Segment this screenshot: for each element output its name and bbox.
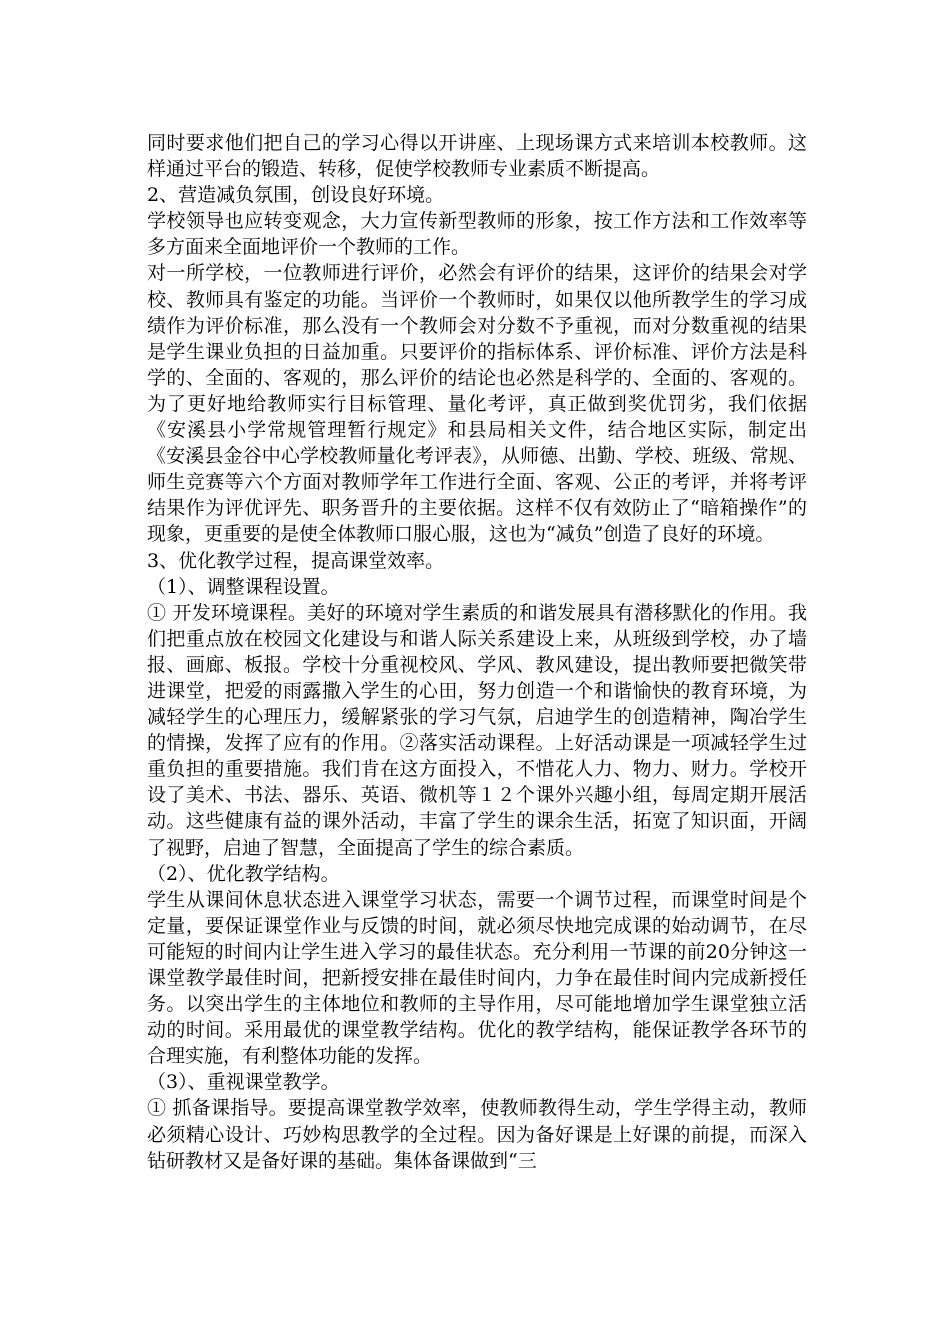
paragraph-teacher-training-continued: 同时要求他们把自己的学习心得以开讲座、上现场课方式来培训本校教师。这样通过平台的锻造、转移，促使学校教师专业素质不断提高。 bbox=[147, 132, 807, 181]
heading-optimize-teaching-process: 3、优化教学过程，提高课堂效率。 bbox=[147, 549, 445, 572]
subheading-classroom-teaching: （3）、重视课堂教学。 bbox=[147, 1071, 340, 1094]
paragraph-leadership-concept: 学校领导也应转变观念，大力宣传新型教师的形象，按工作方法和工作效率等多方面来全面地评价一个教师的工作。 bbox=[147, 210, 807, 259]
heading-reduce-burden-atmosphere: 2、营造减负氛围，创设良好环境。 bbox=[147, 184, 445, 207]
subheading-adjust-curriculum: （1）、调整课程设置。 bbox=[147, 575, 340, 598]
paragraph-classroom-structure: 学生从课间休息状态进入课堂学习状态，需要一个调节过程，而课堂时间是个定量，要保证课堂作业与反馈的时间，就必须尽快地完成课的始动调节，在尽可能短的时间内让学生进入学习的最佳状态。充分利用一节课的前20分钟这一课堂教学最佳时间，把新授安排在最佳时间内，力争在最佳时间内完成新授任务。以突出学生的主体地位和教师的主导作用，尽可能地增加学生课堂独立活动的时间。采用最优的课堂教学结构。优化的教学结构，能保证教学各环节的合理实施，有利整体功能的发挥。 bbox=[147, 888, 807, 1068]
paragraph-teacher-evaluation: 对一所学校，一位教师进行评价，必然会有评价的结果，这评价的结果会对学校、教师具有鉴定的功能。当评价一个教师时，如果仅以他所教学生的学习成绩作为评价标准，那么没有一个教师会对分数不予重视，而对分数重视的结果是学生课业负担的日益加重。只要评价的指标体系、评价标准、评价方法是科学的、全面的、客观的，那么评价的结论也必然是科学的、全面的、客观的。为了更好地给教师实行目标管理、量化考评，真正做到奖优罚劣，我们依据《安溪县小学常规管理暂行规定》和县局相关文件，结合地区实际，制定出《安溪县金谷中心学校教师量化考评表》，从师德、出勤、学校、班级、常规、师生竞赛等六个方面对教师学年工作进行全面、客观、公正的考评，并将考评结果作为评优评先、职务晋升的主要依据。这样不仅有效防止了“暗箱操作”的现象，更重要的是使全体教师口服心服，这也为“减负”创造了良好的环境。 bbox=[147, 262, 807, 546]
subheading-optimize-structure: （2）、优化教学结构。 bbox=[147, 862, 340, 885]
paragraph-environment-and-activity-courses: ① 开发环境课程。美好的环境对学生素质的和谐发展具有潜移默化的作用。我们把重点放在校园文化建设与和谐人际关系建设上来，从班级到学校，办了墙报、画廊、板报。学校十分重视校风、学风、教风建设，提出教师要把微笑带进课堂，把爱的雨露撒入学生的心田，努力创造一个和谐愉快的教育环境，为减轻学生的心理压力，缓解紧张的学习气氛，启迪学生的创造精神，陶冶学生的情操，发挥了应有的作用。②落实活动课程。上好活动课是一项减轻学生过重负担的重要措施。我们肯在这方面投入，不惜花人力、物力、财力。学校开设了美术、书法、器乐、英语、微机等１２个课外兴趣小组，每周定期开展活动。这些健康有益的课外活动，丰富了学生的课余生活，拓宽了知识面，开阔了视野，启迪了智慧，全面提高了学生的综合素质。 bbox=[147, 601, 807, 859]
paragraph-lesson-preparation: ① 抓备课指导。要提高课堂教学效率，使教师教得生动，学生学得主动，教师必须精心设计、巧妙构思教学的全过程。因为备好课是上好课的前提，而深入钻研教材又是备好课的基础。集体备课做到“三 bbox=[147, 1097, 807, 1172]
document-body bbox=[147, 130, 807, 1174]
